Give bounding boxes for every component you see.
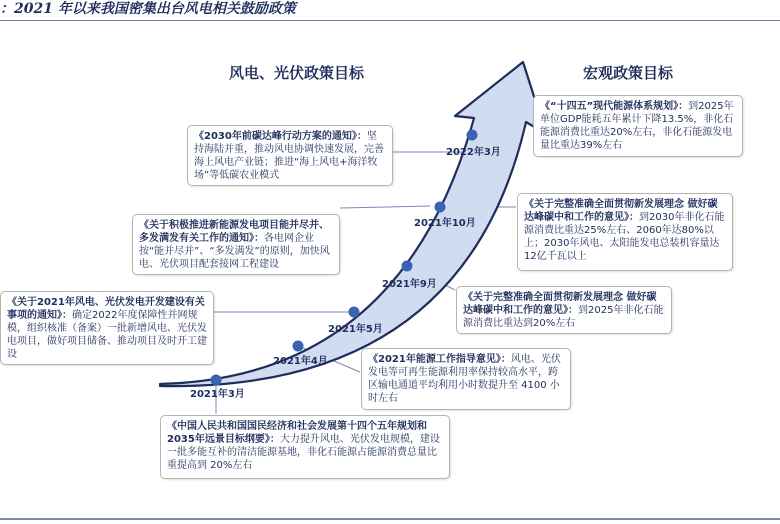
policy-box-2021-9-left [132,214,340,275]
policy-title: 《2021年能源工作指导意见》： [368,354,511,365]
policy-body: 到2030年非化石能源消费比重达25%左右、2060年达80%以上；2030年风电、太阳能发电总装机容量达12亿千瓦以上 [524,212,725,262]
policy-box-2021-9-right [456,286,672,334]
policy-box-2022-3 [533,95,743,157]
policy-title: 《关于2021年风电、光伏发电开发建设有关事项的通知》： [7,297,205,321]
policy-title: 《“十四五”现代能源体系规划》： [540,101,689,112]
policy-body: 风电、光伏发电等可再生能源利用率保持较高水平，跨区输电通道平均利用小时数提升至 4100 小时左右 [368,354,561,404]
policy-box-2021-10-right [517,193,733,271]
policy-body: 到2025年单位GDP能耗五年累计下降13.5%，非化石能源消费比重达20%左右，非化石能源发电量比重达39%左右 [540,101,734,151]
policy-box-2021-3-bottom [160,415,450,479]
policy-box-2021-10-left [187,125,393,186]
date-label-2021-10: 2021年10月 [414,218,476,229]
left-column-heading: 风电、光伏政策目标 [229,64,365,82]
policy-body: 到2025年非化石能源消费比重达到20%左右 [463,305,664,329]
milestone-dot-2021-4 [293,341,304,352]
policy-body: 坚持海陆并重，推动风电协调快速发展，完善海上风电产业链；推进“海上风电+海洋牧场”等低碳农业模式 [194,131,384,181]
policy-box-2021-4-right [361,348,571,410]
milestone-dot-2021-9 [402,261,413,272]
milestone-dot-2021-10 [435,202,446,213]
policy-body: 确定2022年度保障性并网规模，组织核准（备案）一批新增风电、光伏发电项目，做好项目储备、推动项目及时开工建设 [7,310,207,360]
connector-2021-9-left [340,206,430,208]
date-label-2021-5: 2021年5月 [328,324,383,335]
date-label-2021-3: 2021年3月 [190,389,245,400]
milestone-dot-2021-5 [349,307,360,318]
figure-title: ：2021 年以来我国密集出台风电相关鼓励政策 [0,1,296,17]
right-column-heading: 宏观政策目标 [583,64,674,82]
policy-title: 《关于完整准确全面贯彻新发展理念 做好碳达峰碳中和工作的意见》： [463,292,657,316]
policy-title: 《关于积极推进新能源发电项目能并尽并、多发满发有关工作的通知》： [139,220,329,244]
date-label-2021-9: 2021年9月 [382,279,437,290]
policy-title: 《2030年前碳达峰行动方案的通知》： [194,131,367,142]
policy-body: 各电网企业按“能并尽并”、“多发满发”的原则，加快风电、光伏项目配套接网工程建设 [139,233,330,270]
milestone-dot-2022-3 [467,130,478,141]
milestone-dot-2021-3 [211,375,222,386]
policy-box-2021-5-left [0,291,214,365]
policy-body: 大力提升风电、光伏发电规模，建设一批多能互补的清洁能源基地，非化石能源占能源消费总量比重提高到 20%左右 [167,434,440,471]
policy-title: 《中国人民共和国国民经济和社会发展第十四个五年规划和2035年远景目标纲要》： [167,421,427,445]
date-label-2021-4: 2021年4月 [273,356,328,367]
date-label-2022-3: 2022年3月 [446,147,501,158]
policy-title: 《关于完整准确全面贯彻新发展理念 做好碳达峰碳中和工作的意见》： [524,199,718,223]
bottom-divider [0,518,780,520]
